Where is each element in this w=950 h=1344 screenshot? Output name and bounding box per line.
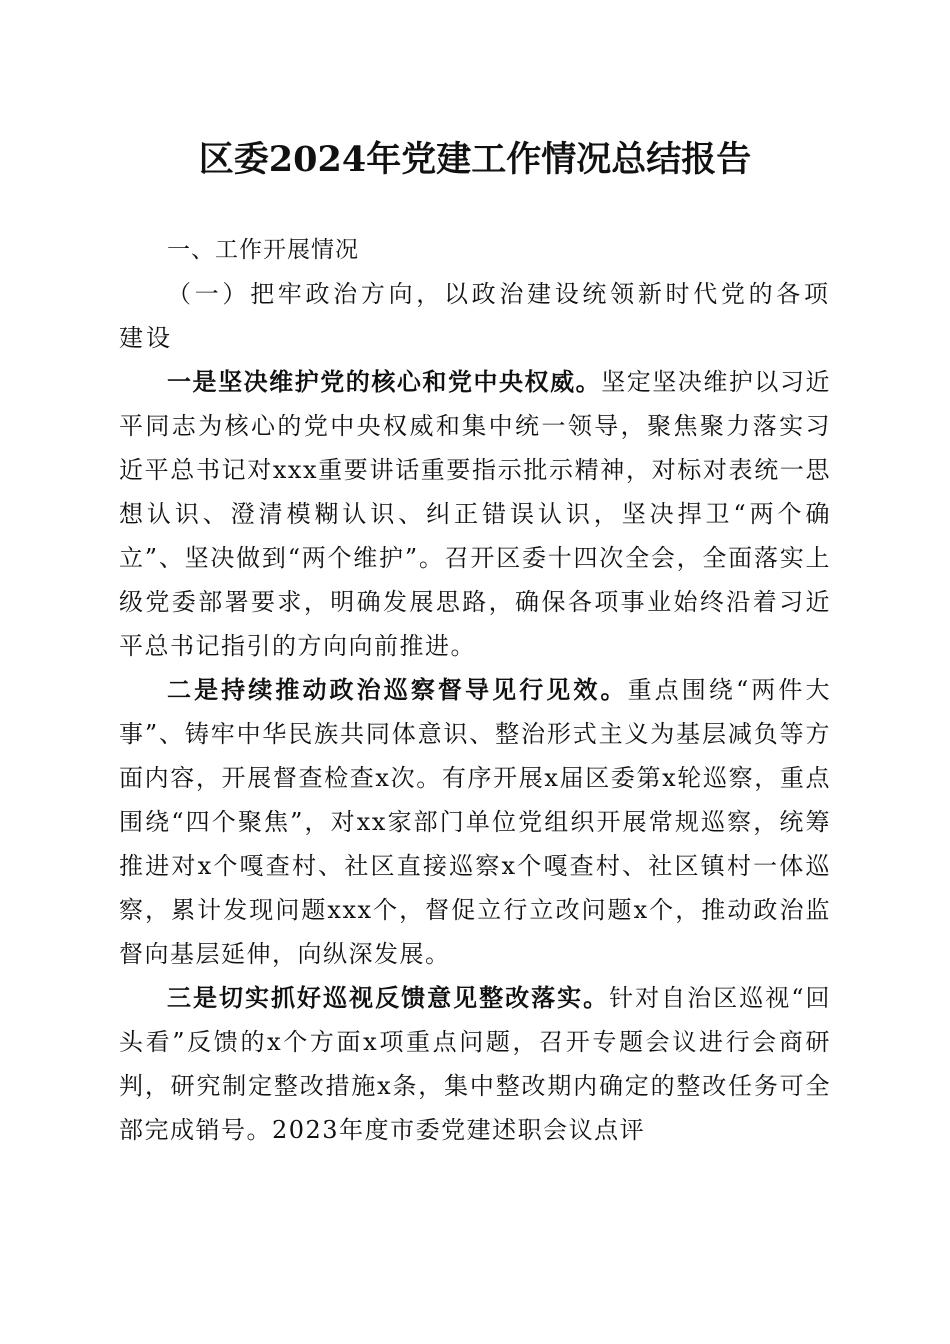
paragraph-1-text: 坚定坚决维护以习近平同志为核心的党中央权威和集中统一领导，聚焦聚力落实习近平总书记对xxx重要讲话重要指示批示精神，对标对表统一思想认识、澄清模糊认识、纠正错误认识，坚决捍卫“两个确立”、坚决做到“两个维护”。召开区委十四次全会，全面落实上级党委部署要求，明确发展思路，确保各项事业始终沿着习近平总书记指引的方向向前推进。 bbox=[119, 368, 832, 660]
subsection-heading: （一）把牢政治方向，以政治建设统领新时代党的各项建设 bbox=[119, 280, 831, 352]
document-body bbox=[119, 228, 831, 1152]
paragraph-2 bbox=[119, 668, 831, 976]
paragraph-2-lead: 二是持续推动政治巡察督导见行见效。 bbox=[167, 675, 628, 704]
paragraph-1 bbox=[119, 360, 831, 668]
section-heading: 一、工作开展情况 bbox=[167, 237, 359, 263]
paragraph-3-lead: 三是切实抓好巡视反馈意见整改落实。 bbox=[167, 983, 610, 1012]
document-title: 区委2024年党建工作情况总结报告 bbox=[198, 139, 752, 180]
paragraph-3-text: 针对自治区巡视“回头看”反馈的x个方面x项重点问题，召开专题会议进行会商研判，研究制定整改措施x条，集中整改期内确定的整改任务可全部完成销号。2023年度市委党建述职会议点评 bbox=[119, 984, 831, 1144]
paragraph-3 bbox=[119, 976, 831, 1152]
paragraph-1-lead: 一是坚决维护党的核心和党中央权威。 bbox=[167, 367, 602, 396]
paragraph-2-text: 重点围绕“两件大事”、铸牢中华民族共同体意识、整治形式主义为基层减负等方面内容，开展督查检查x次。有序开展x届区委第x轮巡察，重点围绕“四个聚焦”，对xx家部门单位党组织开展常规巡察，统筹推进对x个嘎查村、社区直接巡察x个嘎查村、社区镇村一体巡察，累计发现问题xxx个，督促立行立改问题x个，推动政治监督向基层延伸，向纵深发展。 bbox=[119, 676, 831, 968]
